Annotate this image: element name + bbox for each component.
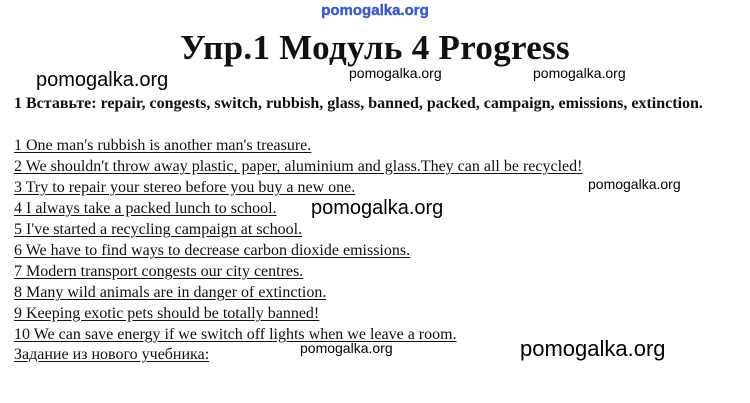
sentence-8: 8 Many wild animals are in danger of extinction. xyxy=(14,284,327,301)
sentence-4: 4 I always take a packed lunch to school. xyxy=(14,200,277,217)
sentence-10: 10 We can save energy if we switch off lights when we leave a room. xyxy=(14,326,457,343)
watermark-right: pomogalka.org xyxy=(533,65,626,81)
watermark-bottom-right: pomogalka.org xyxy=(520,336,666,361)
sentence-1: 1 One man's rubbish is another man's treasure. xyxy=(14,137,312,154)
watermark-mid: pomogalka.org xyxy=(311,197,444,219)
watermark-mid-right: pomogalka.org xyxy=(588,176,681,192)
sentence-3: 3 Try to repair your stereo before you buy a new one. xyxy=(14,179,356,196)
sentence-2: 2 We shouldn't throw away plastic, paper, aluminium and glass.They can all be recycled! xyxy=(14,158,583,175)
sentence-7: 7 Modern transport congests our city centres. xyxy=(14,263,304,280)
exercise-instruction: 1 Вставьте: repair, congests, switch, rubbish, glass, banned, packed, campaign, emissions, extinction. xyxy=(14,95,703,112)
sentence-6: 6 We have to find ways to decrease carbon dioxide emissions. xyxy=(14,242,411,259)
watermark-left: pomogalka.org xyxy=(36,69,169,91)
page-title: Упр.1 Модуль 4 Progress xyxy=(180,28,570,67)
sentence-9: 9 Keeping exotic pets should be totally banned! xyxy=(14,305,320,322)
sentence-5: 5 I've started a recycling campaign at school. xyxy=(14,221,303,238)
watermark-top: pomogalka.org xyxy=(321,2,429,19)
watermark-center: pomogalka.org xyxy=(349,65,442,81)
new-textbook-task-label: Задание из нового учебника: xyxy=(14,346,210,363)
watermark-bottom-center: pomogalka.org xyxy=(300,340,393,356)
